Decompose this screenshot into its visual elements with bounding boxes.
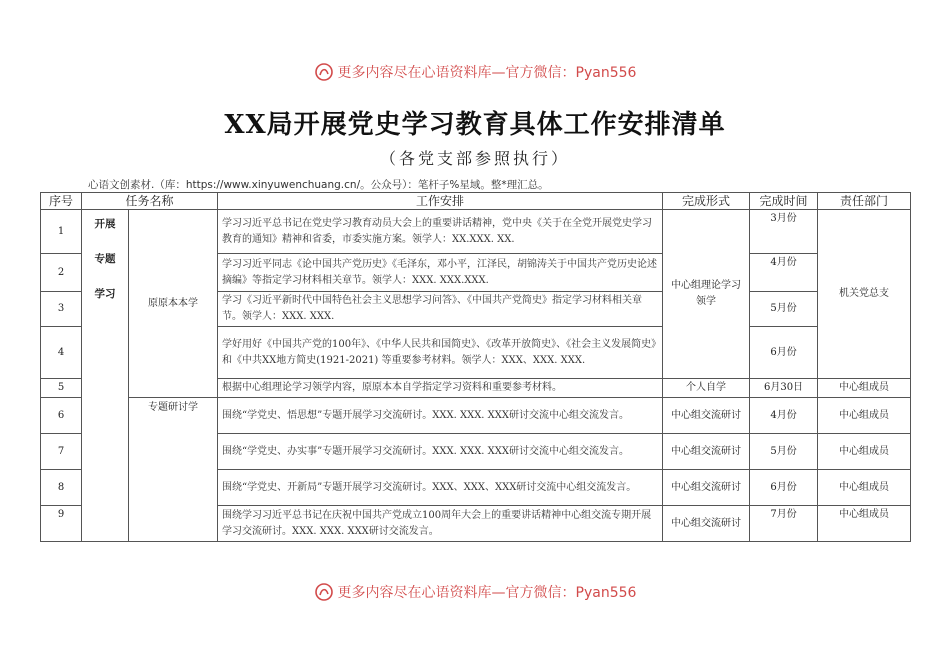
seal-logo-icon bbox=[314, 62, 334, 82]
row-number: 5 bbox=[41, 379, 82, 398]
task-cell: 围绕“学党史、办实事”专题开展学习交流研讨。XXX. XXX. XXX研讨交流中心组交流发言。 bbox=[218, 434, 663, 470]
table-row bbox=[41, 210, 911, 254]
document-title: XX局开展党史学习教育具体工作安排清单 bbox=[224, 110, 726, 140]
time-cell: 3月份 bbox=[750, 210, 818, 254]
form-cell: 中心组理论学习领学 bbox=[663, 210, 750, 379]
row-number: 2 bbox=[41, 254, 82, 292]
watermark-top bbox=[0, 62, 950, 82]
task-cell: 学习《习近平新时代中国特色社会主义思想学习问答》、《中国共产党简史》指定学习材料相关章节。领学人：XXX. XXX. bbox=[218, 292, 663, 327]
seal-logo-icon bbox=[314, 582, 334, 602]
category-cell bbox=[82, 210, 129, 542]
table-header-row bbox=[41, 193, 911, 210]
row-number: 7 bbox=[41, 434, 82, 470]
watermark-text: 更多内容尽在心语资料库—官方微信：Pyan556 bbox=[337, 65, 637, 81]
task-cell: 围绕学习习近平总书记在庆祝中国共产党成立100周年大会上的重要讲话精神中心组交流专期开展学习交流研讨。XXX. XXX. XXX研讨交流发言。 bbox=[218, 506, 663, 542]
table-row bbox=[41, 398, 911, 434]
header-dept: 责任部门 bbox=[818, 193, 911, 210]
form-cell: 个人自学 bbox=[663, 379, 750, 398]
header-no: 序号 bbox=[41, 193, 82, 210]
time-cell: 6月份 bbox=[750, 327, 818, 379]
row-number: 8 bbox=[41, 470, 82, 506]
time-cell: 6月30日 bbox=[750, 379, 818, 398]
time-cell: 6月份 bbox=[750, 470, 818, 506]
task-cell: 学好用好《中国共产党的100年》、《中华人民共和国简史》、《改革开放简史》、《社会主义发展简史》和《中共XX地方简史(1921-2021) 等重要参考材料。领学人：XXX、XXX. XXX. bbox=[218, 327, 663, 379]
row-number: 1 bbox=[41, 210, 82, 254]
category-line: 开展 bbox=[94, 218, 116, 230]
dept-cell: 中心组成员 bbox=[818, 398, 911, 434]
document-subtitle: （各党支部参照执行） bbox=[379, 149, 570, 168]
subcategory-cell: 专题研讨学 bbox=[129, 398, 218, 542]
subcategory-cell: 原原本本学 bbox=[129, 210, 218, 398]
row-number: 4 bbox=[41, 327, 82, 379]
row-number: 3 bbox=[41, 292, 82, 327]
dept-cell: 中心组成员 bbox=[818, 379, 911, 398]
dept-cell: 机关党总支 bbox=[818, 210, 911, 379]
time-cell: 5月份 bbox=[750, 292, 818, 327]
header-task-name: 任务名称 bbox=[82, 193, 218, 210]
form-cell: 中心组交流研讨 bbox=[663, 434, 750, 470]
row-number: 9 bbox=[41, 506, 82, 542]
form-cell: 中心组交流研讨 bbox=[663, 398, 750, 434]
dept-cell: 中心组成员 bbox=[818, 506, 911, 542]
header-work-plan: 工作安排 bbox=[218, 193, 663, 210]
task-cell: 围绕“学党史、悟思想”专题开展学习交流研讨。XXX. XXX. XXX研讨交流中心组交流发言。 bbox=[218, 398, 663, 434]
task-cell: 学习习近平同志《论中国共产党历史》《毛泽东，邓小平，江泽民，胡锦涛关于中国共产党历史论述摘编》等指定学习材料相关章节。领学人：XXX. XXX.XXX. bbox=[218, 254, 663, 292]
row-number: 6 bbox=[41, 398, 82, 434]
dept-cell: 中心组成员 bbox=[818, 470, 911, 506]
category-line: 专题 bbox=[94, 253, 116, 265]
task-cell: 围绕“学党史、开新局”专题开展学习交流研讨。XXX、XXX、XXX研讨交流中心组交流发言。 bbox=[218, 470, 663, 506]
time-cell: 7月份 bbox=[750, 506, 818, 542]
form-cell: 中心组交流研讨 bbox=[663, 470, 750, 506]
watermark-text: 更多内容尽在心语资料库—官方微信：Pyan556 bbox=[337, 585, 637, 601]
task-cell: 学习习近平总书记在党史学习教育动员大会上的重要讲话精神，党中央《关于在全党开展党史学习教育的通知》精神和省委，市委实施方案。领学人：XX.XXX. XX. bbox=[218, 210, 663, 254]
task-cell: 根据中心组理论学习领学内容，原原本本自学指定学习资料和重要参考材料。 bbox=[218, 379, 663, 398]
form-cell: 中心组交流研讨 bbox=[663, 506, 750, 542]
header-form: 完成形式 bbox=[663, 193, 750, 210]
time-cell: 4月份 bbox=[750, 254, 818, 292]
watermark-bottom bbox=[0, 582, 950, 602]
dept-cell: 中心组成员 bbox=[818, 434, 911, 470]
header-time: 完成时间 bbox=[750, 193, 818, 210]
category-line: 学习 bbox=[94, 288, 116, 300]
source-note: 心语文创素材.（库：https://www.xinyuwenchuang.cn/。公众号）：笔杆子%星域。整*理汇总。 bbox=[88, 179, 549, 191]
schedule-table bbox=[40, 192, 911, 542]
time-cell: 5月份 bbox=[750, 434, 818, 470]
time-cell: 4月份 bbox=[750, 398, 818, 434]
